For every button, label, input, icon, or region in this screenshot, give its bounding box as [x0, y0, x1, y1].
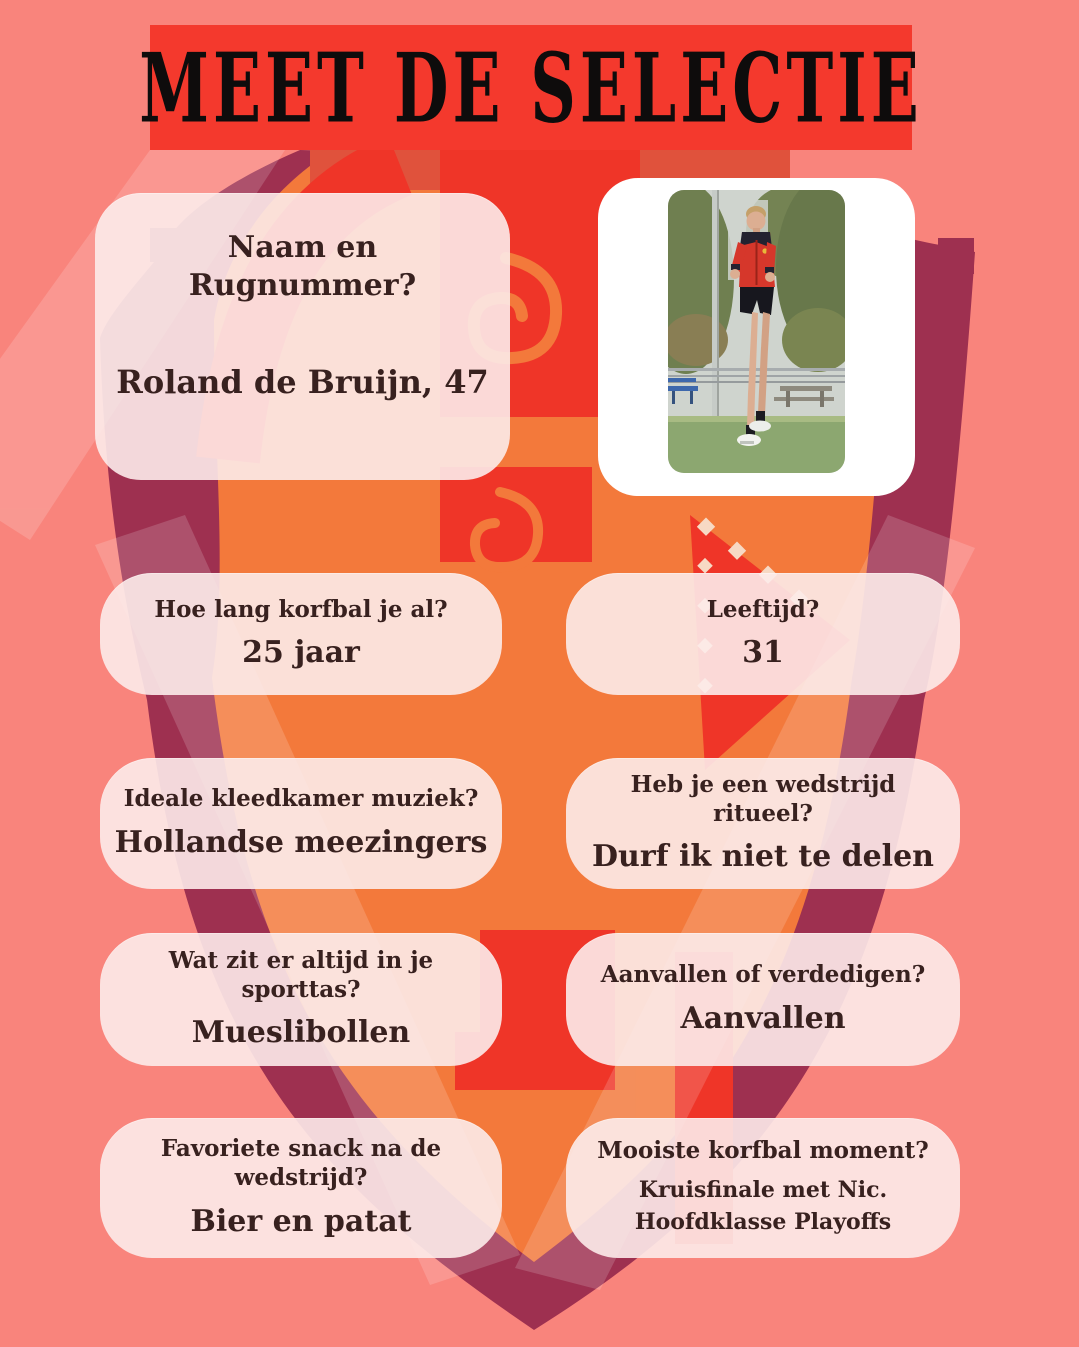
qa-card-korfbal-jaren — [100, 573, 502, 695]
answer: Durf ik niet te delen — [592, 839, 934, 875]
poster-title: MEET DE SELECTIE — [139, 31, 923, 144]
title-banner — [139, 25, 923, 150]
question: Mooiste korfbal moment? — [597, 1137, 929, 1165]
question: Wat zit er altijd in je sporttas? — [168, 946, 434, 1003]
player-photo — [668, 190, 845, 473]
answer: Aanvallen — [680, 1000, 846, 1036]
question: Leeftijd? — [706, 595, 820, 623]
qa-card-mooiste-moment — [566, 1118, 960, 1258]
photo-card — [598, 178, 915, 496]
question: Favoriete snack na de wedstrijd? — [160, 1135, 442, 1191]
question: Aanvallen of verdedigen? — [600, 961, 926, 989]
name-card — [95, 193, 510, 480]
name-answer: Roland de Bruijn, 47 — [116, 363, 489, 401]
qa-card-muziek — [100, 758, 502, 889]
qa-card-sporttas — [100, 933, 502, 1066]
qa-card-ritueel — [566, 758, 960, 889]
question: Hoe lang korfbal je al? — [154, 595, 448, 623]
qa-card-aanvallen — [566, 933, 960, 1066]
qa-card-snack — [100, 1118, 502, 1258]
question: Heb je een wedstrijd ritueel? — [630, 770, 896, 827]
answer: 25 jaar — [242, 635, 360, 671]
answer: Kruisfinale met Nic. Hoofdklasse Playoffs — [634, 1176, 892, 1235]
qa-card-leeftijd — [566, 573, 960, 695]
answer: 31 — [742, 635, 784, 671]
answer: Mueslibollen — [191, 1015, 411, 1051]
answer: Hollandse meezingers — [114, 824, 488, 860]
player-photo-illustration — [668, 190, 845, 473]
answer: Bier en patat — [190, 1203, 412, 1239]
question: Ideale kleedkamer muziek? — [123, 785, 479, 813]
name-question: Naam en Rugnummer? — [188, 230, 417, 303]
